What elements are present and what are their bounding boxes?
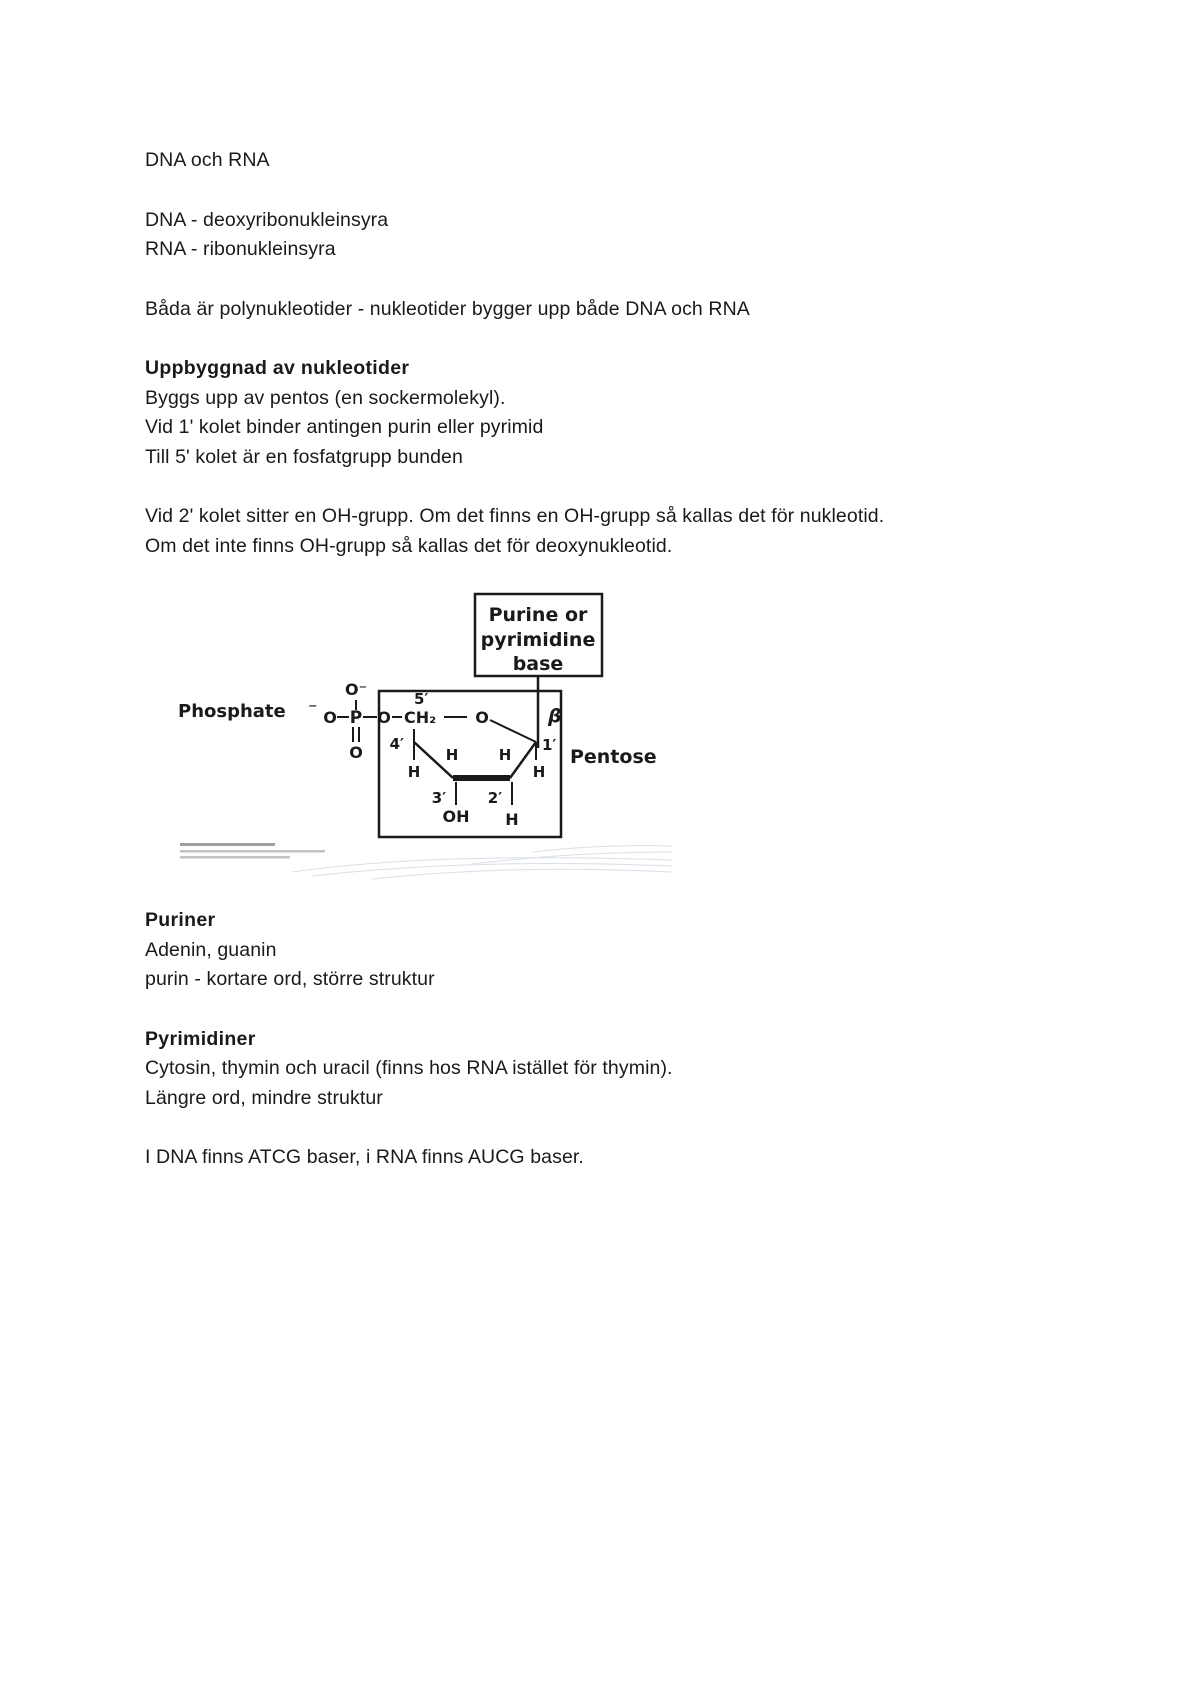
oxygen-left: O	[323, 708, 337, 727]
caption-smudge	[180, 843, 275, 846]
background-streaks	[292, 846, 672, 879]
rna-definition: RNA - ribonukleinsyra	[145, 238, 336, 260]
hydrogen: H	[407, 763, 421, 781]
caption-smudge	[180, 856, 290, 859]
nucleotide-line: Byggs upp av pentos (en sockermolekyl).	[145, 386, 506, 409]
nucleotide-line: Till 5' kolet är en fosfatgrupp bunden	[145, 445, 463, 468]
phosphate-label: Phosphate	[178, 701, 286, 722]
oh-group-line: Vid 2' kolet sitter en OH-grupp. Om det finns en OH-grupp så kallas det för nukleotid.	[145, 505, 885, 527]
carbon-1-label: 1′	[542, 736, 557, 754]
ring-oxygen: O	[475, 708, 489, 727]
carbon-5-label: 5′	[414, 690, 429, 708]
purines-line: Adenin, guanin	[145, 938, 277, 961]
caption-smudge	[180, 850, 325, 853]
pyrimidines-line: Cytosin, thymin och uracil (finns hos RNA istället för thymin).	[145, 1057, 673, 1079]
hydrogen: H	[532, 763, 546, 781]
nucleotide-heading: Uppbyggnad av nukleotider	[145, 357, 410, 379]
base-label-line: base	[512, 653, 564, 675]
bases-block	[145, 906, 673, 1173]
hydrogen: H	[505, 810, 519, 829]
oxygen-bottom: O	[349, 743, 363, 762]
hydrogen: H	[445, 746, 459, 764]
pentose-label: Pentose	[570, 746, 657, 768]
oxygen-minus: O⁻	[344, 680, 368, 699]
purines-heading: Puriner	[145, 909, 216, 931]
polynucleotide-statement: Båda är polynukleotider - nukleotider bygger upp både DNA och RNA	[145, 297, 750, 320]
pyrimidines-line: Längre ord, mindre struktur	[145, 1086, 383, 1109]
nucleotide-line: Vid 1' kolet binder antingen purin eller pyrimid	[145, 416, 544, 438]
hydroxyl-group: OH	[442, 807, 470, 826]
hydrogen: H	[498, 746, 512, 764]
carbon-3-label: 3′	[431, 789, 447, 807]
phosphate-dash: ⁻	[308, 699, 318, 720]
bases-summary: I DNA finns ATCG baser, i RNA finns AUCG baser.	[145, 1146, 584, 1168]
dna-definition: DNA - deoxyribonukleinsyra	[145, 208, 389, 231]
base-label-line: pyrimidine	[480, 629, 596, 651]
ester-oxygen: O	[377, 708, 391, 727]
document-title: DNA och RNA	[145, 149, 270, 171]
pyrimidines-heading: Pyrimidiner	[145, 1027, 256, 1050]
oh-group-line: Om det inte finns OH-grupp så kallas det för deoxynukleotid.	[145, 534, 673, 557]
nucleotide-figure	[172, 590, 677, 880]
phosphorus: P	[349, 708, 363, 728]
beta-label: β	[548, 705, 562, 727]
base-label-line: Purine or	[488, 604, 588, 626]
purines-line: purin - kortare ord, större struktur	[145, 968, 435, 990]
ch2-group: CH₂	[404, 708, 437, 727]
carbon-4-label: 4′	[389, 735, 404, 753]
nucleotide-diagram	[172, 590, 677, 880]
intro-block	[145, 146, 884, 561]
carbon-2-label: 2′	[487, 789, 503, 807]
o-c1-bond	[490, 720, 536, 742]
